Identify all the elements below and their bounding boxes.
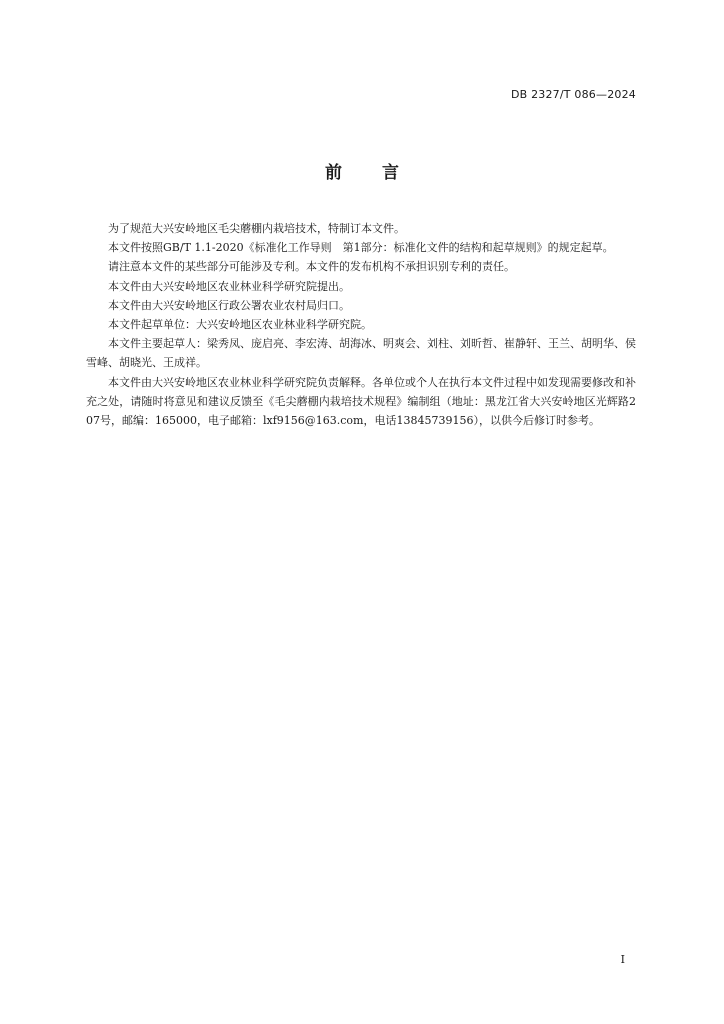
paragraph-patent-notice: 请注意本文件的某些部分可能涉及专利。本文件的发布机构不承担识别专利的责任。	[108, 260, 515, 274]
paragraph-drafting-unit: 本文件起草单位：大兴安岭地区农业林业科学研究院。	[108, 318, 372, 332]
title-part-2: 言	[382, 163, 399, 183]
page-title	[0, 158, 724, 183]
title-part-1: 前	[325, 163, 342, 183]
document-code: DB 2327/T 086—2024	[510, 88, 636, 101]
paragraph-proposer: 本文件由大兴安岭地区农业林业科学研究院提出。	[108, 279, 350, 293]
foreword-body	[86, 219, 636, 430]
page-number: I	[620, 953, 625, 966]
paragraph-drafters: 本文件主要起草人：梁秀凤、庞启亮、李宏涛、胡海冰、明爽会、刘柱、刘昕哲、崔静轩、王兰、胡明华、侯雪峰、胡晓光、王成祥。	[86, 337, 636, 370]
paragraph-centralized-unit: 本文件由大兴安岭地区行政公署农业农村局归口。	[108, 298, 350, 312]
paragraph-drafting-rules: 本文件按照GB/T 1.1-2020《标准化工作导则 第1部分：标准化文件的结构和起草规则》的规定起草。	[108, 241, 614, 255]
paragraph-interpretation: 本文件由大兴安岭地区农业林业科学研究院负责解释。各单位或个人在执行本文件过程中如发现需要修改和补充之处，请随时将意见和建议反馈至《毛尖蘑棚内栽培技术规程》编制组（地址：黑龙江省大兴安岭地区光辉路207号，邮编：165000，电子邮箱：lxf9156@163.com，电话13845739156），以供今后修订时参考。	[86, 375, 636, 428]
paragraph-purpose: 为了规范大兴安岭地区毛尖蘑棚内栽培技术，特制订本文件。	[108, 222, 405, 235]
